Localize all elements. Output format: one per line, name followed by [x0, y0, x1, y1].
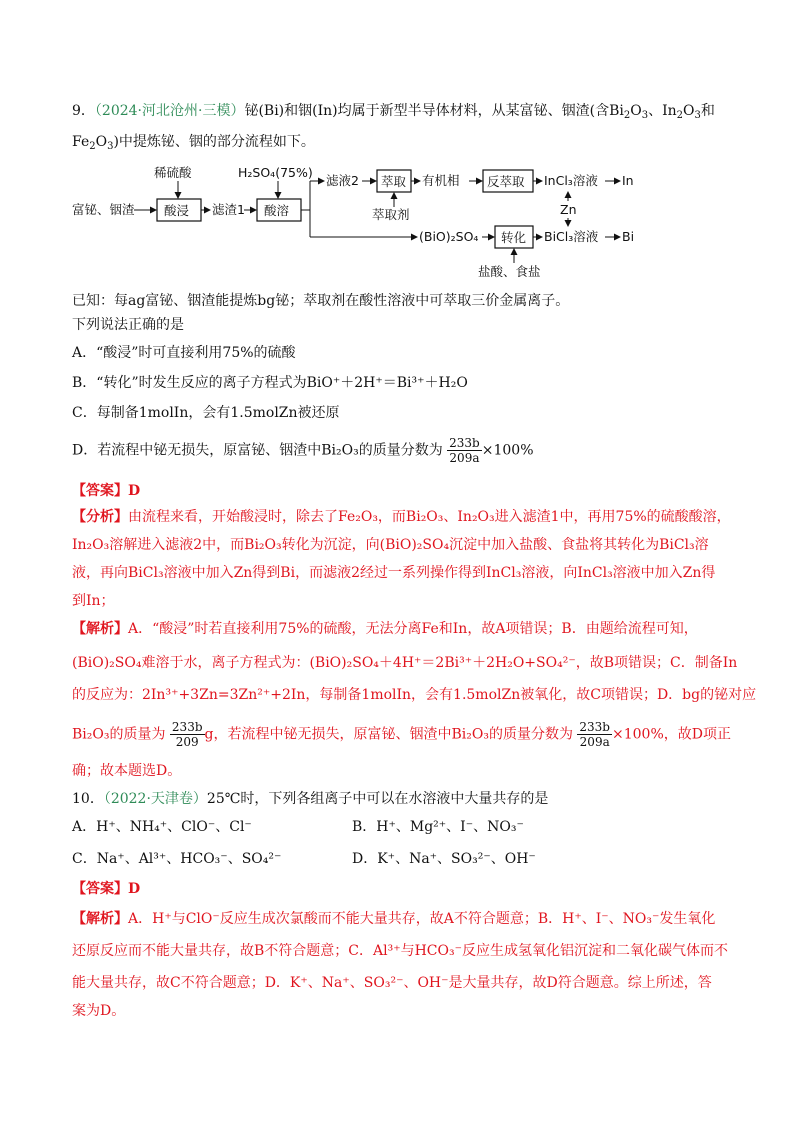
flow-filtrate2: 滤液2 — [326, 173, 359, 188]
q9-explain-line3: 的反应为：2In³⁺+3Zn=3Zn²⁺+2In，每制备1molIn，会有1.5molZn被氧化，故C项错误；D．bg的铋对应 — [72, 687, 757, 703]
q9-option-d — [72, 436, 732, 465]
q10-option-c: C．Na⁺、Al³⁺、HCO₃⁻、SO₄²⁻ — [72, 851, 282, 867]
q9-option-d-post: ×100% — [481, 442, 534, 459]
flow-raw: 富铋、铟渣 — [72, 202, 135, 217]
q10-option-b: B．H⁺、Mg²⁺、I⁻、NO₃⁻ — [352, 819, 524, 835]
q10-explain-line4: 案为D。 — [72, 1003, 126, 1019]
q9-stem-o2: O — [683, 103, 695, 119]
q9-option-a: A．“酸浸”时可直接利用75%的硫酸 — [72, 345, 296, 361]
q10-source: （2022·天津卷） — [103, 791, 207, 807]
q9-analysis-line4: 到In； — [72, 593, 115, 609]
flow-bi: Bi — [622, 229, 635, 244]
answer-value: D — [128, 881, 141, 897]
q10-stem-text: 25℃时，下列各组离子中可以在水溶液中大量共存的是 — [206, 791, 549, 807]
q10-explain-line1 — [72, 908, 732, 930]
flow-reagent1: 稀硫酸 — [154, 165, 192, 180]
q10-number: 10． — [72, 791, 104, 807]
flow-residue1: 滤渣1 — [212, 202, 245, 217]
frac-den: 209 — [175, 735, 199, 749]
q9-stem-o3: O — [95, 134, 108, 150]
flow-box5-label: 转化 — [501, 230, 527, 245]
q9-explain-line1 — [72, 618, 732, 640]
sub-2b: 2 — [676, 110, 683, 121]
q10-explain-line2: 还原反应而不能大量共存，故B不符合题意；C．Al³⁺与HCO₃⁻反应生成氢氧化铝沉淀和二氧化碳气体而不 — [72, 943, 728, 959]
answer-value: D — [128, 483, 141, 499]
q9-analysis-line3: 液，再向BiCl₃溶液中加入Zn得到Bi，而滤液2经过一系列操作得到InCl₃溶液，向InCl₃溶液中加入Zn得 — [72, 565, 716, 581]
q9-stem-fe: Fe — [72, 134, 90, 150]
q9-option-b: B．“转化”时发生反应的离子方程式为BiO⁺＋2H⁺＝Bi³⁺＋H₂O — [72, 375, 468, 391]
flow-biso4: (BiO)₂SO₄ — [419, 229, 479, 244]
process-flow-diagram — [72, 163, 672, 288]
flow-box1-label: 酸浸 — [164, 203, 190, 218]
flow-organic: 有机相 — [422, 173, 460, 188]
q9-source: （2024·河北沧州·三模） — [94, 103, 245, 119]
q9-stem-text: 铋(Bi)和铟(In)均属于新型半导体材料，从某富铋、铟渣(含Bi — [244, 103, 624, 119]
explain-label: 【解析】 — [72, 911, 128, 927]
flow-zn: Zn — [560, 202, 577, 217]
q9-analysis-line2: In₂O₃溶解进入滤液2中，而Bi₂O₃转化为沉淀，向(BiO)₂SO₄沉淀中加入盐酸、食盐将其转化为BiCl₃溶 — [72, 537, 709, 553]
frac-den: 209a — [449, 451, 480, 465]
q10-explain-line3: 能大量共存，故C不符合题意；D．K⁺、Na⁺、SO₃²⁻、OH⁻是大量共存，故D符合题意。综上所述，答 — [72, 975, 712, 991]
frac-num: 233b — [171, 720, 203, 734]
explain4-fraction2 — [577, 720, 612, 749]
q10-options-row2 — [72, 848, 732, 870]
explain-text1: A．H⁺与ClO⁻反应生成次氯酸而不能大量共存，故A不符合题意；B．H⁺、I⁻、NO₃⁻发生氧化 — [128, 911, 716, 927]
sub-3: 3 — [641, 110, 649, 121]
flow-box3-label: 萃取 — [381, 174, 407, 189]
flow-in: In — [622, 173, 634, 188]
explain4-post: ×100%，故D项正 — [612, 726, 731, 743]
q9-explain-line2: (BiO)₂SO₄难溶于水，离子方程式为：(BiO)₂SO₄＋4H⁺＝2Bi³⁺＋2H₂O+SO₄²⁻，故B项错误；C．制备In — [72, 655, 738, 671]
flow-extractant: 萃取剂 — [372, 207, 410, 222]
q10-stem — [72, 788, 732, 810]
q9-option-d-fraction — [447, 436, 482, 465]
flow-reagent2: H₂SO₄(75%) — [238, 165, 313, 180]
flow-box2-label: 酸溶 — [264, 203, 290, 218]
explain-text1: A．“酸浸”时若直接利用75%的硫酸，无法分离Fe和In，故A项错误；B．由题给流程可知， — [128, 621, 698, 637]
q9-stem-line1 — [72, 100, 732, 127]
frac-den: 209a — [579, 735, 610, 749]
explain4-fraction1 — [170, 720, 205, 749]
explain-label: 【解析】 — [72, 621, 128, 637]
q9-stem-and: 和 — [700, 103, 715, 119]
q9-answer — [72, 480, 732, 502]
q9-stem-o1: O — [630, 103, 642, 119]
explain4-mid: g，若流程中铋无损失，原富铋、铟渣中Bi₂O₃的质量分数为 — [204, 726, 573, 743]
sub-2: 2 — [623, 110, 631, 121]
q9-option-c: C．每制备1molIn，会有1.5molZn被还原 — [72, 405, 340, 421]
q9-number: 9． — [72, 103, 95, 119]
flow-bicl3: BiCl₃溶液 — [544, 229, 599, 244]
analysis-text1: 由流程来看，开始酸浸时，除去了Fe₂O₃，而Bi₂O₃、In₂O₃进入滤渣1中，再用75%的硫酸酸溶， — [128, 509, 731, 525]
q10-options-row1 — [72, 816, 732, 838]
answer-label: 【答案】 — [72, 483, 128, 499]
flow-incl3: InCl₃溶液 — [544, 173, 598, 188]
q10-option-a: A．H⁺、NH₄⁺、ClO⁻、Cl⁻ — [72, 819, 252, 835]
analysis-label: 【分析】 — [72, 509, 128, 525]
frac-num: 233b — [449, 436, 480, 450]
q9-option-d-text: D．若流程中铋无损失，原富铋、铟渣中Bi₂O₃的质量分数为 — [72, 442, 443, 459]
sub-3c: 3 — [107, 141, 114, 152]
sub-3b: 3 — [694, 110, 701, 121]
answer-label: 【答案】 — [72, 881, 128, 897]
q9-stem-rest: )中提炼铋、铟的部分流程如下。 — [113, 134, 315, 150]
q9-analysis-line1 — [72, 506, 732, 528]
q10-answer — [72, 878, 732, 900]
q10-option-d: D．K⁺、Na⁺、SO₃²⁻、OH⁻ — [352, 851, 536, 867]
q9-stem-in: 、In — [648, 103, 677, 119]
q9-ask: 下列说法正确的是 — [72, 317, 184, 333]
q9-stem-line2 — [72, 131, 732, 158]
flow-box4-label: 反萃取 — [487, 174, 525, 189]
q9-explain-line5: 确；故本题选D。 — [72, 763, 182, 779]
q9-known: 已知：每ag富铋、铟渣能提炼bg铋；萃取剂在酸性溶液中可萃取三价金属离子。 — [72, 293, 570, 309]
sub-2c: 2 — [89, 141, 96, 152]
frac-num: 233b — [579, 720, 610, 734]
explain4-pre: Bi₂O₃的质量为 — [72, 726, 166, 743]
q9-explain-line4 — [72, 720, 732, 749]
flow-reagent5: 盐酸、食盐 — [478, 264, 541, 279]
